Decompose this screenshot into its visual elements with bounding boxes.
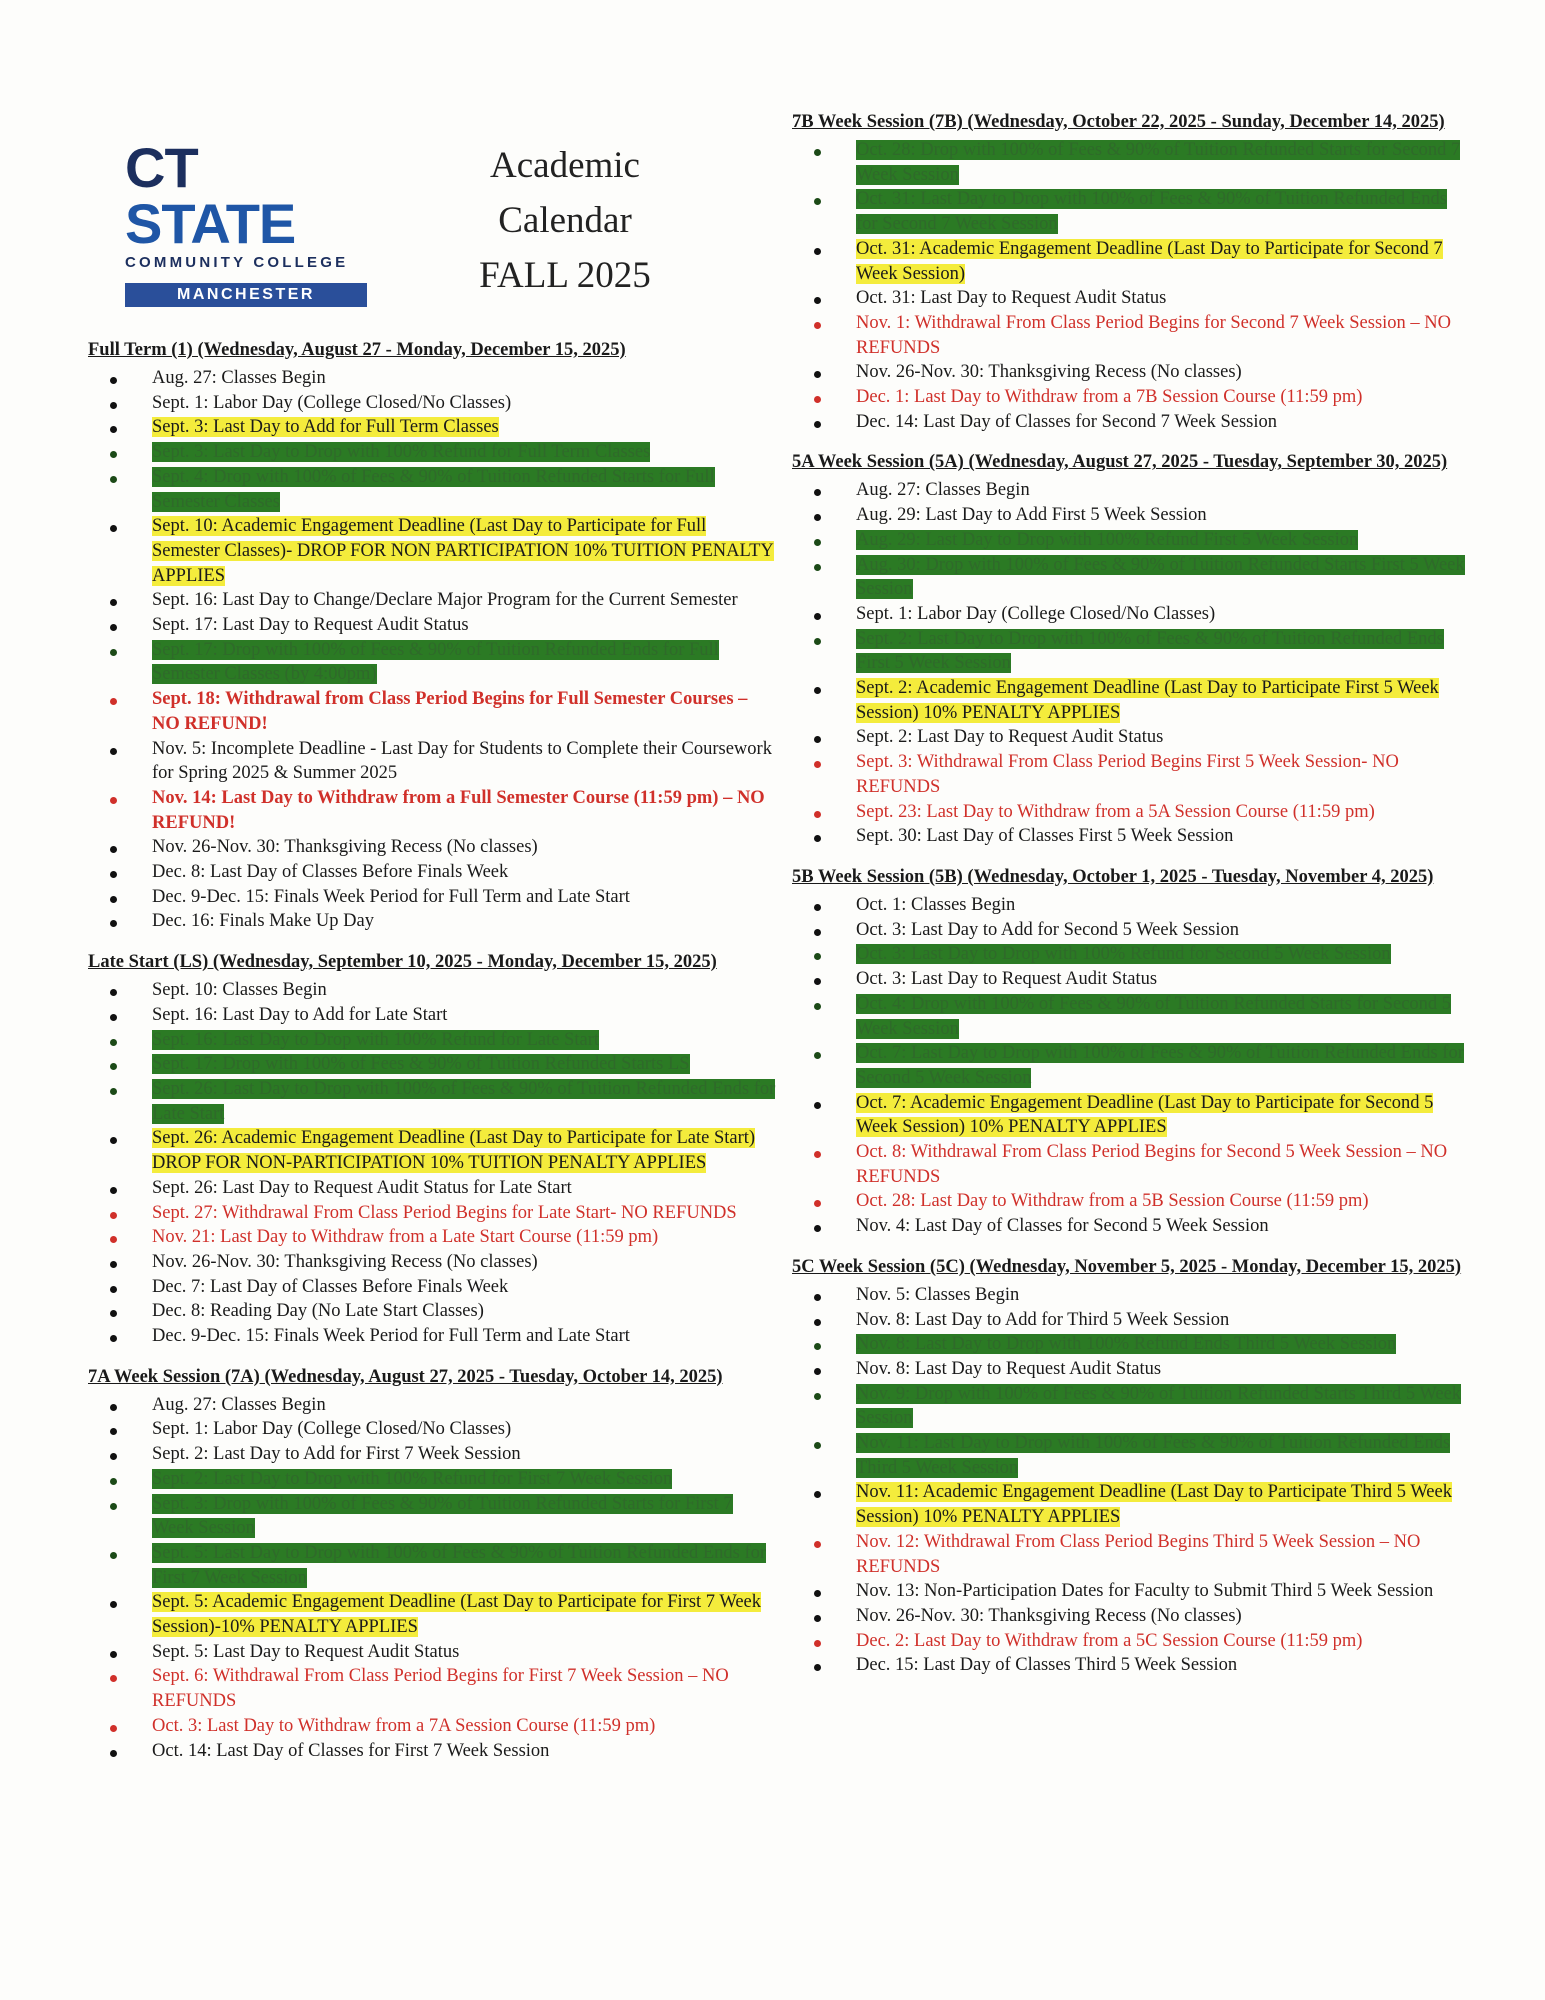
calendar-item-text: Oct. 8: Withdrawal From Class Period Begins for Second 5 Week Session – NO REFUNDS bbox=[856, 1142, 1448, 1187]
calendar-item bbox=[856, 893, 1472, 918]
logo-subtitle: COMMUNITY COLLEGE bbox=[125, 254, 349, 271]
calendar-item bbox=[152, 1417, 778, 1442]
calendar-item-text: Sept. 3: Last Day to Drop with 100% Refund for Full Term Classes bbox=[152, 442, 651, 463]
calendar-item bbox=[152, 687, 778, 736]
calendar-item bbox=[856, 1653, 1472, 1678]
calendar-item bbox=[856, 942, 1472, 967]
calendar-item-text: Oct. 28: Drop with 100% of Fees & 90% of Tuition Refunded Starts for Second 7 Week Session bbox=[856, 140, 1461, 185]
calendar-item-text: Sept. 17: Drop with 100% of Fees & 90% of Tuition Refunded Starts LS bbox=[152, 1054, 690, 1075]
calendar-item bbox=[152, 1492, 778, 1541]
calendar-item-text: Aug. 29: Last Day to Add First 5 Week Session bbox=[856, 505, 1207, 526]
calendar-item-text: Sept. 16: Last Day to Change/Declare Major Program for the Current Semester bbox=[152, 590, 738, 611]
calendar-item-text: Dec. 1: Last Day to Withdraw from a 7B Session Course (11:59 pm) bbox=[856, 387, 1363, 408]
calendar-item bbox=[856, 1480, 1472, 1529]
title-line-2: Calendar bbox=[498, 200, 632, 241]
calendar-item bbox=[152, 465, 778, 514]
calendar-item-text: Nov. 11: Academic Engagement Deadline (Last Day to Participate Third 5 Week Session) 10% PENALTY APPLIES bbox=[856, 1482, 1452, 1528]
date-list bbox=[792, 478, 1472, 849]
calendar-item bbox=[856, 1140, 1472, 1189]
calendar-item-text: Sept. 3: Drop with 100% of Fees & 90% of Tuition Refunded Starts for First 7 Week Session bbox=[152, 1493, 733, 1539]
page-title bbox=[445, 138, 685, 303]
calendar-item bbox=[152, 1714, 778, 1739]
calendar-item-text: Oct. 31: Last Day to Request Audit Status bbox=[856, 288, 1167, 309]
calendar-item bbox=[152, 415, 778, 440]
calendar-item bbox=[856, 967, 1472, 992]
calendar-item-text: Sept. 2: Last Day to Request Audit Status bbox=[856, 727, 1164, 748]
calendar-item-text: Sept. 4: Drop with 100% of Fees & 90% of Tuition Refunded Starts for Full Semester Classes bbox=[152, 466, 715, 512]
calendar-item bbox=[856, 1357, 1472, 1382]
calendar-item-text: Sept. 27: Withdrawal From Class Period Begins for Late Start- NO REFUNDS bbox=[152, 1202, 737, 1223]
calendar-item bbox=[152, 978, 778, 1003]
calendar-item bbox=[152, 1467, 778, 1492]
calendar-item-text: Sept. 5: Academic Engagement Deadline (Last Day to Participate for First 7 Week Session)-10% PENALTY APPLIES bbox=[152, 1592, 762, 1638]
calendar-item-text: Nov. 8: Last Day to Add for Third 5 Week Session bbox=[856, 1309, 1230, 1330]
calendar-item-text: Nov. 5: Incomplete Deadline - Last Day for Students to Complete their Coursework for Spring 2025 & Summer 2025 bbox=[152, 738, 772, 784]
calendar-item-text: Oct. 7: Academic Engagement Deadline (Last Day to Participate for Second 5 Week Session) 10% PENALTY APPLIES bbox=[856, 1092, 1434, 1138]
calendar-item bbox=[152, 1077, 778, 1126]
calendar-item-text: Dec. 7: Last Day of Classes Before Finals Week bbox=[152, 1276, 509, 1297]
calendar-item-text: Nov. 8: Last Day to Request Audit Status bbox=[856, 1358, 1162, 1379]
college-logo bbox=[125, 136, 370, 307]
calendar-item bbox=[856, 528, 1472, 553]
calendar-item-text: Oct. 31: Last Day to Drop with 100% of Fees & 90% of Tuition Refunded Ends for Second 7 Week Session bbox=[856, 189, 1447, 235]
calendar-item-text: Nov. 9: Drop with 100% of Fees & 90% of Tuition Refunded Starts Third 5 Week Session bbox=[856, 1383, 1462, 1429]
calendar-item bbox=[152, 1176, 778, 1201]
date-list bbox=[792, 1283, 1472, 1678]
section-heading: Full Term (1) (Wednesday, August 27 - Monday, December 15, 2025) bbox=[88, 340, 626, 360]
section-heading: 7B Week Session (7B) (Wednesday, October 22, 2025 - Sunday, December 14, 2025) bbox=[792, 112, 1445, 132]
calendar-item bbox=[856, 824, 1472, 849]
calendar-item-text: Dec. 9-Dec. 15: Finals Week Period for Full Term and Late Start bbox=[152, 1326, 630, 1347]
calendar-item-text: Sept. 16: Last Day to Add for Late Start bbox=[152, 1004, 448, 1025]
logo-campus-bar: MANCHESTER bbox=[125, 283, 367, 307]
calendar-item-text: Sept. 18: Withdrawal from Class Period Begins for Full Semester Courses – NO REFUND! bbox=[152, 689, 748, 734]
calendar-section bbox=[792, 865, 1472, 1239]
calendar-item-text: Dec. 2: Last Day to Withdraw from a 5C Session Course (11:59 pm) bbox=[856, 1630, 1363, 1651]
calendar-item-text: Dec. 15: Last Day of Classes Third 5 Week Session bbox=[856, 1655, 1238, 1676]
calendar-item-text: Sept. 1: Labor Day (College Closed/No Classes) bbox=[152, 1419, 512, 1440]
calendar-item-text: Nov. 14: Last Day to Withdraw from a Full Semester Course (11:59 pm) – NO REFUND! bbox=[152, 787, 765, 833]
calendar-item bbox=[152, 1126, 778, 1175]
calendar-item-text: Sept. 2: Academic Engagement Deadline (Last Day to Participate First 5 Week Session) 10% PENALTY APPLIES bbox=[856, 678, 1439, 723]
calendar-item bbox=[856, 1189, 1472, 1214]
calendar-item bbox=[152, 638, 778, 687]
calendar-item bbox=[856, 1431, 1472, 1480]
calendar-item bbox=[856, 1041, 1472, 1090]
date-list bbox=[88, 1393, 778, 1764]
calendar-item bbox=[152, 1664, 778, 1713]
calendar-item-text: Sept. 26: Last Day to Drop with 100% of Fees & 90% of Tuition Refunded Ends for Late Start bbox=[152, 1078, 776, 1124]
section-heading: 5C Week Session (5C) (Wednesday, November 5, 2025 - Monday, December 15, 2025) bbox=[792, 1256, 1462, 1277]
calendar-item bbox=[152, 1393, 778, 1418]
calendar-item bbox=[152, 514, 778, 588]
calendar-item bbox=[856, 750, 1472, 799]
calendar-item-text: Dec. 8: Reading Day (No Late Start Classes) bbox=[152, 1301, 484, 1322]
calendar-item bbox=[856, 1382, 1472, 1431]
calendar-item bbox=[152, 909, 778, 934]
calendar-item-text: Aug. 27: Classes Begin bbox=[152, 368, 326, 388]
calendar-item-text: Dec. 14: Last Day of Classes for Second 7 Week Session bbox=[856, 411, 1278, 432]
section-heading: 5B Week Session (5B) (Wednesday, October 1, 2025 - Tuesday, November 4, 2025) bbox=[792, 866, 1434, 887]
calendar-item bbox=[856, 602, 1472, 627]
calendar-item bbox=[856, 553, 1472, 602]
calendar-item bbox=[856, 311, 1472, 360]
calendar-item-text: Sept. 3: Withdrawal From Class Period Begins First 5 Week Session- NO REFUNDS bbox=[856, 752, 1399, 797]
calendar-item-text: Sept. 10: Classes Begin bbox=[152, 980, 327, 1001]
calendar-item bbox=[856, 187, 1472, 236]
section-heading: 7A Week Session (7A) (Wednesday, August 27, 2025 - Tuesday, October 14, 2025) bbox=[88, 1366, 723, 1387]
title-line-1: Academic bbox=[490, 145, 640, 186]
calendar-item bbox=[152, 391, 778, 416]
calendar-item bbox=[856, 627, 1472, 676]
calendar-section bbox=[88, 950, 778, 1349]
calendar-item bbox=[856, 800, 1472, 825]
calendar-item bbox=[152, 1275, 778, 1300]
calendar-item-text: Oct. 7: Last Day to Drop with 100% of Fees & 90% of Tuition Refunded Ends for Second 5 Week Session bbox=[856, 1043, 1464, 1088]
calendar-item bbox=[856, 1530, 1472, 1579]
calendar-item-text: Dec. 8: Last Day of Classes Before Finals Week bbox=[152, 862, 509, 883]
calendar-item bbox=[856, 385, 1472, 410]
calendar-item-text: Nov. 5: Classes Begin bbox=[856, 1284, 1020, 1305]
calendar-item-text: Aug. 27: Classes Begin bbox=[152, 1394, 326, 1415]
date-list bbox=[792, 138, 1472, 434]
calendar-item bbox=[856, 503, 1472, 528]
calendar-item bbox=[152, 835, 778, 860]
calendar-item bbox=[152, 737, 778, 786]
calendar-item bbox=[856, 286, 1472, 311]
calendar-section bbox=[792, 110, 1472, 434]
calendar-item-text: Oct. 3: Last Day to Add for Second 5 Week Session bbox=[856, 919, 1240, 940]
calendar-item-text: Nov. 12: Withdrawal From Class Period Begins Third 5 Week Session – NO REFUNDS bbox=[856, 1531, 1421, 1577]
calendar-item bbox=[856, 1214, 1472, 1239]
calendar-item-text: Sept. 2: Last Day to Add for First 7 Week Session bbox=[152, 1444, 521, 1465]
calendar-item-text: Nov. 21: Last Day to Withdraw from a Late Start Course (11:59 pm) bbox=[152, 1227, 659, 1248]
calendar-item bbox=[152, 1442, 778, 1467]
calendar-item-text: Sept. 1: Labor Day (College Closed/No Classes) bbox=[856, 603, 1216, 624]
calendar-item bbox=[152, 366, 778, 391]
calendar-item-text: Sept. 17: Drop with 100% of Fees & 90% of Tuition Refunded Ends for Full Semester Classes (by 4:00pm) bbox=[152, 639, 719, 685]
calendar-item bbox=[152, 1250, 778, 1275]
calendar-item bbox=[152, 885, 778, 910]
calendar-item bbox=[152, 1299, 778, 1324]
date-list bbox=[88, 366, 778, 934]
calendar-item-text: Sept. 30: Last Day of Classes First 5 Week Session bbox=[856, 826, 1234, 847]
calendar-item bbox=[856, 1308, 1472, 1333]
calendar-item-text: Oct. 3: Last Day to Request Audit Status bbox=[856, 969, 1158, 990]
calendar-item bbox=[856, 138, 1472, 187]
calendar-item bbox=[856, 410, 1472, 435]
calendar-item bbox=[856, 676, 1472, 725]
calendar-item bbox=[152, 440, 778, 465]
calendar-item-text: Oct. 3: Last Day to Drop with 100% Refund for Second 5 Week Session bbox=[856, 944, 1391, 965]
calendar-item-text: Dec. 16: Finals Make Up Day bbox=[152, 911, 374, 932]
calendar-item-text: Sept. 5: Last Day to Request Audit Status bbox=[152, 1641, 460, 1662]
calendar-item bbox=[152, 1225, 778, 1250]
calendar-item-text: Nov. 13: Non-Participation Dates for Faculty to Submit Third 5 Week Session bbox=[856, 1581, 1434, 1602]
calendar-item-text: Sept. 16: Last Day to Drop with 100% Refund for Late Start bbox=[152, 1029, 599, 1050]
calendar-item-text: Oct. 14: Last Day of Classes for First 7 Week Session bbox=[152, 1740, 550, 1761]
section-heading: 5A Week Session (5A) (Wednesday, August 27, 2025 - Tuesday, September 30, 2025) bbox=[792, 452, 1448, 473]
calendar-item bbox=[152, 1201, 778, 1226]
calendar-item bbox=[856, 992, 1472, 1041]
calendar-item bbox=[856, 478, 1472, 503]
calendar-section bbox=[88, 1365, 778, 1764]
calendar-item-text: Nov. 8: Last Day to Drop with 100% Refund Ends Third 5 Week Session bbox=[856, 1334, 1397, 1355]
calendar-item bbox=[152, 613, 778, 638]
calendar-section bbox=[88, 338, 778, 934]
calendar-item bbox=[856, 725, 1472, 750]
title-line-3: FALL 2025 bbox=[479, 255, 651, 296]
calendar-item bbox=[152, 1739, 778, 1764]
calendar-item-text: Sept. 26: Academic Engagement Deadline (Last Day to Participate for Late Start) DROP FOR NON-PARTICIPATION 10% TUITION PENALTY APPLIES bbox=[152, 1128, 756, 1174]
calendar-item-text: Oct. 31: Academic Engagement Deadline (Last Day to Participate for Second 7 Week Session) bbox=[856, 238, 1443, 284]
section-heading: Late Start (LS) (Wednesday, September 10, 2025 - Monday, December 15, 2025) bbox=[88, 952, 717, 973]
calendar-item-text: Aug. 29: Last Day to Drop with 100% Refund First 5 Week Session bbox=[856, 529, 1359, 550]
calendar-item bbox=[152, 786, 778, 835]
calendar-item-text: Sept. 10: Academic Engagement Deadline (Last Day to Participate for Full Semester Classes)- DROP FOR NON PARTICIPATION 10% TUITION PENALTY APPLIES bbox=[152, 516, 774, 586]
calendar-item-text: Sept. 2: Last Day to Drop with 100% Refund for First 7 Week Session bbox=[152, 1468, 673, 1489]
left-column bbox=[88, 338, 778, 1779]
calendar-item bbox=[856, 1283, 1472, 1308]
calendar-item-text: Nov. 26-Nov. 30: Thanksgiving Recess (No classes) bbox=[152, 1251, 538, 1272]
calendar-item-text: Sept. 17: Last Day to Request Audit Status bbox=[152, 615, 469, 636]
calendar-item bbox=[856, 360, 1472, 385]
calendar-item-text: Oct. 3: Last Day to Withdraw from a 7A Session Course (11:59 pm) bbox=[152, 1715, 656, 1736]
calendar-item bbox=[856, 1091, 1472, 1140]
calendar-item bbox=[152, 1028, 778, 1053]
calendar-item-text: Sept. 6: Withdrawal From Class Period Begins for First 7 Week Session – NO REFUNDS bbox=[152, 1666, 729, 1712]
date-list bbox=[88, 978, 778, 1349]
calendar-item bbox=[152, 1541, 778, 1590]
calendar-item-text: Sept. 26: Last Day to Request Audit Status for Late Start bbox=[152, 1177, 572, 1198]
calendar-item bbox=[152, 1590, 778, 1639]
calendar-item-text: Sept. 2: Last Day to Drop with 100% of Fees & 90% of Tuition Refunded Ends First 5 Week Session bbox=[856, 628, 1444, 674]
calendar-item bbox=[152, 1052, 778, 1077]
calendar-item-text: Dec. 9-Dec. 15: Finals Week Period for Full Term and Late Start bbox=[152, 886, 630, 907]
calendar-item bbox=[856, 918, 1472, 943]
calendar-item-text: Aug. 30: Drop with 100% of Fees & 90% of Tuition Refunded Starts First 5 Week Session bbox=[856, 554, 1465, 600]
calendar-item-text: Sept. 3: Last Day to Add for Full Term Classes bbox=[152, 417, 499, 438]
calendar-item-text: Sept. 23: Last Day to Withdraw from a 5A Session Course (11:59 pm) bbox=[856, 801, 1375, 822]
calendar-item-text: Oct. 4: Drop with 100% of Fees & 90% of Tuition Refunded Starts for Second 5 Week Session bbox=[856, 993, 1452, 1039]
calendar-item-text: Aug. 27: Classes Begin bbox=[856, 480, 1030, 501]
calendar-item-text: Oct. 28: Last Day to Withdraw from a 5B Session Course (11:59 pm) bbox=[856, 1191, 1369, 1212]
calendar-item-text: Sept. 1: Labor Day (College Closed/No Classes) bbox=[152, 392, 512, 413]
calendar-item bbox=[856, 1332, 1472, 1357]
calendar-item-text: Nov. 11: Last Day to Drop with 100% of Fees & 90% of Tuition Refunded Ends Third 5 Week Session bbox=[856, 1433, 1451, 1478]
calendar-item-text: Nov. 26-Nov. 30: Thanksgiving Recess (No classes) bbox=[856, 362, 1242, 383]
calendar-item bbox=[152, 588, 778, 613]
calendar-item-text: Nov. 4: Last Day of Classes for Second 5 Week Session bbox=[856, 1216, 1269, 1237]
calendar-item bbox=[152, 860, 778, 885]
calendar-section bbox=[792, 450, 1472, 849]
calendar-item-text: Nov. 1: Withdrawal From Class Period Begins for Second 7 Week Session – NO REFUNDS bbox=[856, 312, 1452, 358]
calendar-section bbox=[792, 1255, 1472, 1678]
logo-wordmark: CT STATE bbox=[125, 136, 296, 255]
calendar-item-text: Nov. 26-Nov. 30: Thanksgiving Recess (No classes) bbox=[152, 837, 538, 858]
date-list bbox=[792, 893, 1472, 1239]
calendar-item bbox=[856, 1579, 1472, 1604]
calendar-item bbox=[152, 1003, 778, 1028]
calendar-item bbox=[152, 1640, 778, 1665]
calendar-item bbox=[856, 1604, 1472, 1629]
calendar-item bbox=[152, 1324, 778, 1349]
calendar-item-text: Nov. 26-Nov. 30: Thanksgiving Recess (No classes) bbox=[856, 1605, 1242, 1626]
calendar-item-text: Oct. 1: Classes Begin bbox=[856, 894, 1016, 915]
calendar-item bbox=[856, 237, 1472, 286]
calendar-item bbox=[856, 1629, 1472, 1654]
right-column bbox=[792, 110, 1472, 1694]
calendar-item-text: Sept. 5: Last Day to Drop with 100% of Fees & 90% of Tuition Refunded Ends for First 7 Week Session bbox=[152, 1542, 767, 1588]
